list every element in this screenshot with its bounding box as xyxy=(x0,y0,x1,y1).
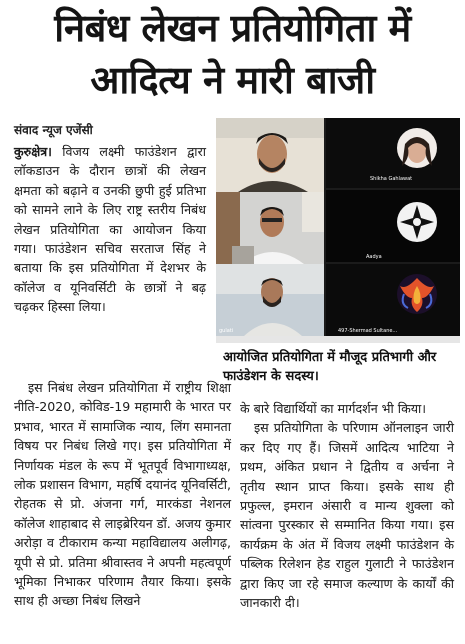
photo-caption: आयोजित प्रतियोगिता में मौजूद प्रतिभागी और फाउंडेशन के सदस्य। xyxy=(223,350,437,384)
starburst-avatar-icon xyxy=(326,190,460,262)
participant-name: Aadya xyxy=(366,254,382,260)
headline xyxy=(0,2,465,106)
article-column-1 xyxy=(14,142,206,317)
participant-photo xyxy=(216,192,324,264)
headline-line-2: आदित्य ने मारी बाजी xyxy=(90,58,375,102)
participant-tile xyxy=(216,264,324,336)
participant-photo xyxy=(216,264,324,336)
participant-name: Shikha Gahlawat xyxy=(370,176,413,182)
participant-tile xyxy=(326,264,460,336)
video-conference-photo xyxy=(216,118,460,343)
dateline: कुरुक्षेत्र। xyxy=(14,144,52,159)
participant-tile xyxy=(216,118,324,192)
participant-tile xyxy=(216,192,324,264)
paragraph-4: इस प्रतियोगिता के परिणाम ऑनलाइन जारी कर दिए गए हैं। जिसमें आदित्य भाटिया ने प्रथम, अंकित प्रधान ने द्वितीय व अर्चना ने तृतीय स्थान प्राप्त किया। इसके साथ ही प्रफुल्ल, इमरान अंसारी व मान्य शुक्ला को सांत्वना पुरस्कार से सम्मानित किया गया। इस कार्यक्रम के अंत में विजय लक्ष्मी फाउंडेशन के पब्लिक रिलेशन हेड राहुल गुलाटी ने फाउंडेशन द्वारा किए जा रहे समाज कल्याण के कार्यों की जानकारी दी। xyxy=(240,420,454,611)
headline-line-1: निबंध लेखन प्रतियोगिता में xyxy=(54,6,411,50)
paragraph-1-text: विजय लक्ष्मी फाउंडेशन द्वारा लॉकडाउन के दौरान छात्रों की लेखन क्षमता को बढ़ाने व उनकी छुपी हुई प्रतिभा को सामने लाने के लिए राष्ट्र स्तरीय निबंध लेखन प्रतियोगिता का आयोजन किया गया। फाउंडेशन सचिव सरताज सिंह ने बताया कि इस प्रतियोगिता में देशभर के कॉलेज व यूनिवर्सिटी के छात्रों ने बढ़ चढ़कर हिस्सा लिया। xyxy=(14,144,206,315)
meeting-toolbar-strip xyxy=(216,336,460,343)
participant-photo xyxy=(216,118,324,192)
paragraph-2: इस निबंध लेखन प्रतियोगिता में राष्ट्रीय शिक्षा नीति-2020, कोविड-19 महामारी के भारत पर प्रभाव, भारत में सामाजिक न्याय, लिंग समानता विषय पर निबंध लिखे गए। इस प्रतियोगिता में निर्णायक मंडल के रूप में भूतपूर्व विभागाध्यक्ष, लोक प्रशासन विभाग, महर्षि दयानंद यूनिवर्सिटी, रोहतक से प्रो. अंजना गर्ग, मारकंडा नेशनल कॉलेज शाहाबाद से लाइब्रेरियन डॉ. अजय कुमार अरोड़ा व टीकाराम कन्या महाविद्यालय अलीगढ़, यूपी से प्रो. प्रतिमा श्रीवास्तव ने अपनी महत्वपूर्ण भूमिका निभाकर परिणाम तैयार किया। इसके साथ ही अच्छा निबंध लिखने xyxy=(14,380,231,609)
participant-tile xyxy=(326,190,460,262)
paragraph-3: के बारे विद्यार्थियों का मार्गदर्शन भी किया। xyxy=(240,401,427,416)
byline: संवाद न्यूज एजेंसी xyxy=(14,123,93,137)
article-column-1-bottom xyxy=(14,378,231,611)
participant-name: gulati xyxy=(219,328,234,334)
article-column-2 xyxy=(240,399,454,612)
participant-tile xyxy=(326,118,460,188)
participant-name: 497-Shermad Sultane... xyxy=(338,328,398,334)
phoenix-avatar-icon xyxy=(326,264,460,336)
paragraph-1 xyxy=(14,142,206,317)
